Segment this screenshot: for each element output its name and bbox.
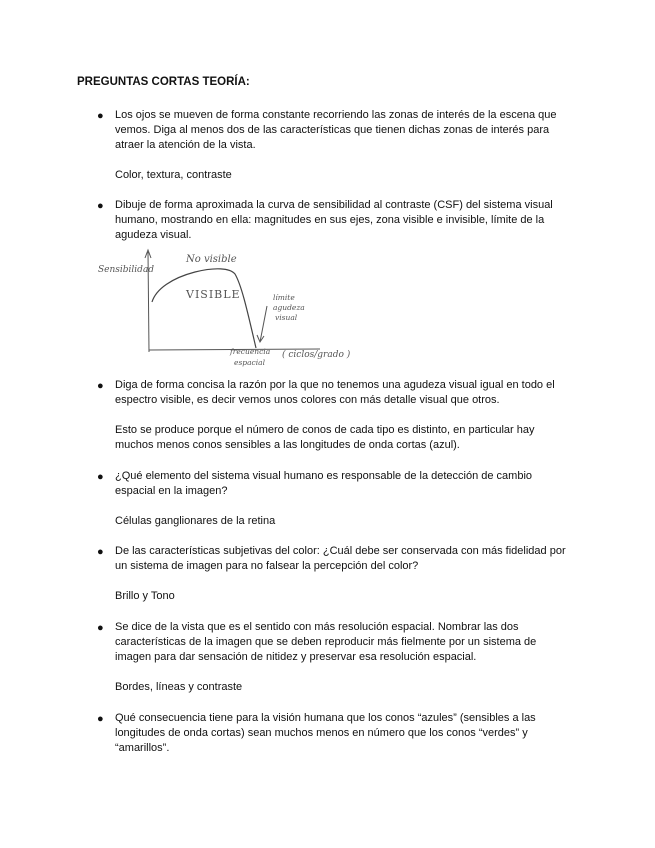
bullet-icon: ●: [97, 622, 104, 634]
answer-text: Esto se produce porque el número de conos de cada tipo es distinto, en particular hay muchos menos conos sensibles a las longitudes de onda cortas (azul).: [115, 424, 535, 452]
page-title: PREGUNTAS CORTAS TEORÍA:: [77, 76, 250, 88]
visible-label: VISIBLE: [186, 288, 241, 301]
bullet-icon: ●: [97, 471, 104, 483]
x-axis-label: espacial: [234, 358, 266, 367]
question-text: Se dice de la vista que es el sentido con más resolución espacial. Nombrar las dos características de la imagen que se deben reproducir más fielmente por un sistema de imagen para dar sensación de nitidez y preservar esa resolución espacial.: [115, 621, 537, 664]
y-axis-label: Sensibilidad: [98, 265, 155, 275]
no-visible-label: No visible: [186, 254, 237, 265]
limit-label: visual: [275, 313, 298, 322]
question-text: Dibuje de forma aproximada la curva de sensibilidad al contraste (CSF) del sistema visual humano, mostrando en ella: magnitudes en sus ejes, zona visible e invisible, límite de la agudeza visual.: [115, 199, 553, 242]
csf-curve: [152, 269, 256, 348]
question-text: Diga de forma concisa la razón por la que no tenemos una agudeza visual igual en todo el espectro visible, es decir vemos unos colores con más detalle visual que otros.: [115, 379, 555, 407]
question-text: ¿Qué elemento del sistema visual humano es responsable de la detección de cambio espacial en la imagen?: [115, 470, 533, 498]
question-text: De las características subjetivas del color: ¿Cuál debe ser conservada con más fidelidad por un sistema de imagen para no falsear la percepción del color?: [115, 545, 566, 573]
answer-text: Células ganglionares de la retina: [115, 515, 276, 527]
limit-label: agudeza: [273, 303, 305, 312]
bullet-icon: ●: [97, 546, 104, 558]
question-text: Los ojos se mueven de forma constante recorriendo las zonas de interés de la escena que vemos. Diga al menos dos de las características que tienen dichas zonas de interés para atraer la atención de la vista.: [115, 109, 557, 152]
bullet-icon: ●: [97, 200, 104, 212]
csf-sketch: [90, 244, 350, 370]
x-axis-label: frecuencia: [230, 347, 271, 356]
answer-text: Brillo y Tono: [115, 590, 175, 602]
answer-text: Bordes, líneas y contraste: [115, 681, 243, 693]
limit-label: límite: [273, 293, 295, 302]
bullet-icon: ●: [97, 713, 104, 725]
question-text: Qué consecuencia tiene para la visión humana que los conos “azules” (sensibles a las longitudes de onda cortas) sean muchos menos en número que los conos “verdes” y “amarillos”.: [115, 712, 536, 755]
answer-text: Color, textura, contraste: [115, 169, 232, 181]
x-axis-units: ( ciclos/grado ): [282, 350, 350, 360]
bullet-icon: ●: [97, 110, 104, 122]
bullet-icon: ●: [97, 380, 104, 392]
